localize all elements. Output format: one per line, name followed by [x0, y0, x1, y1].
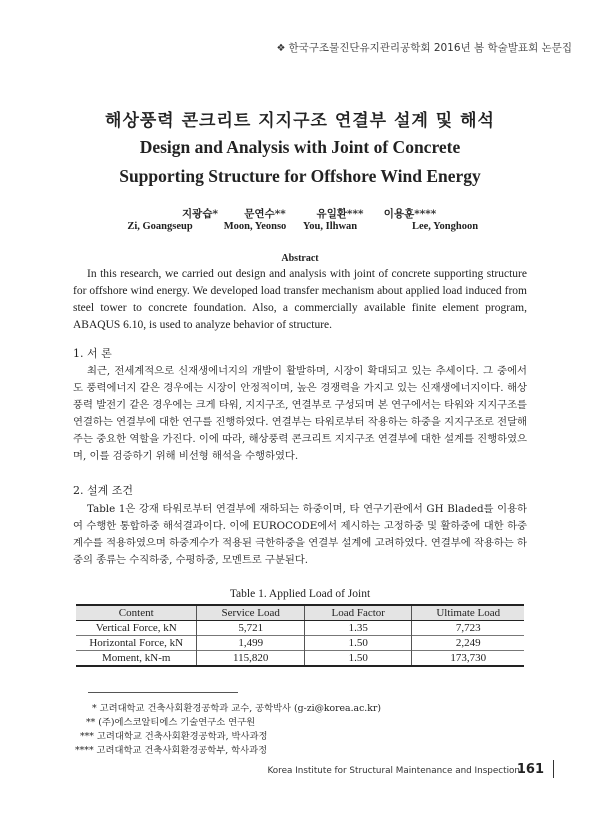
- table-cell: Moment, kN-m: [76, 651, 197, 667]
- table-header-cell: Service Load: [197, 605, 305, 621]
- footnote: *** 고려대학교 건축사회환경공학과, 박사과정: [80, 731, 268, 742]
- table-row: [76, 636, 524, 651]
- load-table: [76, 604, 524, 667]
- table-cell: 1.50: [304, 636, 412, 651]
- section-body: Table 1은 강재 타워로부터 연결부에 재하되는 하중이며, 타 연구기관에서 GH Bladed를 이용하여 수행한 통합하중 해석결과이다. 이에 EUROCODE에서 제시하는 고정하중 및 활하중에 대한 하중계수를 적용하였으며 하중계수가 적용된 극한하중을 연결부 설계에 고려하였다. 연결부에 작용하는 하중의 종류는 수직하중, 수평하중, 모멘트로 구분된다.: [73, 503, 527, 566]
- footnote-divider: [88, 692, 238, 693]
- table-row: [76, 651, 524, 667]
- table-header-row: [76, 605, 524, 621]
- title-korean: 해상풍력 콘크리트 지지구조 연결부 설계 및 해석: [105, 111, 495, 131]
- footnote: **** 고려대학교 건축사회환경공학부, 학사과정: [75, 745, 268, 756]
- table-cell: Vertical Force, kN: [76, 621, 197, 636]
- table-cell: 1.50: [304, 651, 412, 667]
- author-ko: 문연수**: [244, 208, 286, 220]
- author-en: You, Ilhwan: [302, 221, 358, 232]
- abstract-body: In this research, we carried out design and analysis with joint of concrete supporting structure for offshore wind energy. We developed load transfer mechanism about applied load induced from steel tower to concrete foundation. Also, a commercially available finite element program, ABAQUS 6.10, is used to analyze behavior of structure.: [73, 268, 527, 331]
- section-heading: 1. 서 론: [73, 347, 112, 360]
- table-cell: 1.35: [304, 621, 412, 636]
- author-en: Zi, Goangseup: [127, 221, 193, 232]
- table-cell: 5,721: [197, 621, 305, 636]
- table-header-cell: Content: [76, 605, 197, 621]
- table-header-cell: Ultimate Load: [412, 605, 524, 621]
- title-english-line-1: Design and Analysis with Joint of Concrete: [139, 137, 461, 157]
- author-ko: 유일환***: [316, 208, 364, 220]
- author-ko: 이용훈****: [383, 208, 437, 220]
- author-en: Lee, Yonghoon: [411, 221, 479, 232]
- table-cell: 173,730: [412, 651, 524, 667]
- publisher-footer: Korea Institute for Structural Maintenance and Inspection: [267, 766, 520, 776]
- title-english-line-2: Supporting Structure for Offshore Wind Energy: [119, 166, 481, 186]
- diamond-icon: ❖: [276, 43, 286, 54]
- table-header-cell: Load Factor: [304, 605, 412, 621]
- journal-name: 한국구조물진단유지관리공학회 2016년 봄 학술발표회 논문집: [288, 42, 572, 54]
- page-number: 161: [516, 762, 544, 777]
- table-cell: 115,820: [197, 651, 305, 667]
- footnote: * 고려대학교 건축사회환경공학과 교수, 공학박사 (g-zi@korea.ac.kr): [92, 703, 381, 714]
- table-cell: 2,249: [412, 636, 524, 651]
- table-cell: 7,723: [412, 621, 524, 636]
- section-body: 최근, 전세계적으로 신재생에너지의 개발이 활발하며, 시장이 확대되고 있는 추세이다. 그 중에서도 풍력에너지 같은 경우에는 시장이 안정적이며, 높은 경쟁력을 가지고 있는 신재생에너지이다. 해상풍력 발전기 같은 경우에는 크게 타워, 지지구조, 연결부로 구성되며 본 연구에서는 타워와 지지구조를 연결하는 연결부에 대한 연구를 진행하였다. 연결부는 타워로부터 작용하는 하중을 지지구조로 전달해주는 중요한 역할을 가진다. 이에 따라, 해상풍력 콘크리트 지지구조 연결부에 대한 설계를 진행하였으며, 이를 검증하기 위해 비선형 해석을 수행하였다.: [73, 365, 527, 462]
- abstract-heading: Abstract: [281, 253, 319, 264]
- table-caption: Table 1. Applied Load of Joint: [229, 588, 371, 600]
- footnote: ** (주)에스코알티에스 기술연구소 연구원: [86, 717, 256, 728]
- section-heading: 2. 설계 조건: [73, 484, 133, 497]
- table-cell: 1,499: [197, 636, 305, 651]
- table-cell: Horizontal Force, kN: [76, 636, 197, 651]
- page-divider: [553, 760, 554, 778]
- author-ko: 지광습*: [182, 208, 218, 220]
- author-en: Moon, Yeonso: [223, 221, 287, 232]
- table-row: [76, 621, 524, 636]
- journal-header: [277, 40, 572, 55]
